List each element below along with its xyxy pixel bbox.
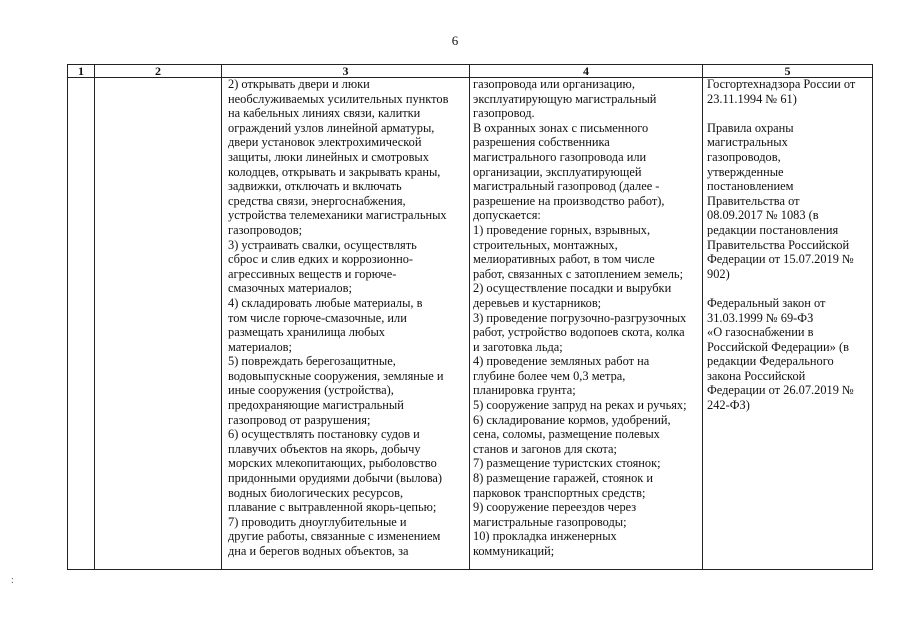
cell-col1	[68, 78, 95, 570]
page-number: 6	[451, 33, 459, 48]
text-line: Правила охраны	[707, 120, 794, 135]
text-line: плавучих объектов на якорь, добычу	[228, 441, 421, 456]
cell-legal-basis	[703, 78, 873, 570]
text-line: 1) проведение горных, взрывных,	[473, 222, 651, 237]
cell-col2	[95, 78, 222, 570]
prohibitions-text	[222, 77, 469, 559]
text-line: 6) складирование кормов, удобрений,	[473, 412, 671, 427]
text-line: 7) размещение туристских стоянок;	[473, 456, 661, 471]
text-line: организации, эксплуатирующей	[473, 164, 642, 179]
text-line: Федеральный закон от	[707, 295, 826, 310]
text-line: разрешение на производство работ),	[473, 193, 665, 208]
text-line: придонными орудиями добычи (вылова)	[228, 471, 443, 486]
text-line: агрессивных веществ и горюче-	[228, 266, 397, 281]
column-header-5: 5	[703, 65, 873, 78]
text-line: утвержденные	[707, 164, 784, 179]
text-line: эксплуатирующую магистральный	[473, 91, 657, 106]
text-line: работ, связанных с затоплением земель;	[473, 266, 684, 281]
text-line: иные сооружения (устройства),	[228, 383, 394, 398]
text-line: редакции постановления	[707, 222, 839, 237]
text-line: планировка грунта;	[473, 383, 576, 398]
text-line: 10) прокладка инженерных	[473, 529, 617, 544]
text-line: магистрального газопровода или	[473, 149, 647, 164]
text-line: магистральный газопровод (далее -	[473, 179, 660, 194]
column-header-1: 1	[68, 65, 95, 78]
text-line: необслуживаемых усилительных пунктов	[228, 91, 449, 106]
text-line	[707, 106, 869, 121]
cell-prohibitions	[222, 78, 470, 570]
header-row	[68, 65, 873, 78]
text-line: плавание с вытравленной якорь-цепью;	[228, 500, 437, 515]
document-table	[67, 64, 873, 570]
text-line: 5) повреждать берегозащитные,	[228, 354, 396, 369]
text-line: Российской Федерации» (в	[707, 339, 849, 354]
text-line: станов и загонов для скота;	[473, 441, 617, 456]
text-line: глубине более чем 0,3 метра,	[473, 368, 626, 383]
text-line: двери установок электрохимической	[228, 135, 422, 150]
text-line: другие работы, связанные с изменением	[228, 529, 441, 544]
cell-permitted-works	[470, 78, 703, 570]
text-line: 3) устраивать свалки, осуществлять	[228, 237, 417, 252]
text-line: сена, соломы, размещение полевых	[473, 427, 660, 442]
text-line: газопроводов;	[228, 222, 303, 237]
text-line: водовыпускные сооружения, земляные и	[228, 368, 444, 383]
column-header-4: 4	[470, 65, 703, 78]
text-line: 3) проведение погрузочно-разгрузочных	[473, 310, 687, 325]
column-header-3: 3	[222, 65, 470, 78]
text-line: газопровод от разрушения;	[228, 412, 371, 427]
text-line: защиты, люки линейных и смотровых	[228, 149, 429, 164]
text-line: смазочных материалов;	[228, 281, 352, 296]
text-line: Правительства Российской	[707, 237, 850, 252]
text-line: Госгортехнадзора России от	[707, 77, 856, 91]
text-line	[707, 281, 869, 296]
text-line: 6) осуществлять постановку судов и	[228, 427, 420, 442]
text-line: коммуникаций;	[473, 544, 555, 558]
text-line: задвижки, отключать и включать	[228, 179, 402, 194]
permitted-works-text	[470, 77, 702, 559]
text-line: 5) сооружение запруд на реках и ручьях;	[473, 398, 687, 413]
column-header-2: 2	[95, 65, 222, 78]
text-line: газопроводов,	[707, 149, 781, 164]
text-line: Правительства от	[707, 193, 800, 208]
text-line: 902)	[707, 266, 730, 281]
text-line: 31.03.1999 № 69-ФЗ	[707, 310, 814, 325]
text-line: на кабельных линиях связи, калитки	[228, 106, 421, 121]
table-row	[68, 78, 873, 570]
text-line: «О газоснабжении в	[707, 325, 814, 340]
text-line: закона Российской	[707, 368, 806, 383]
text-line: допускается:	[473, 208, 541, 223]
text-line: работ, устройство водопоев скота, колка	[473, 325, 685, 340]
text-line: 7) проводить дноуглубительные и	[228, 514, 407, 529]
text-line: 4) проведение земляных работ на	[473, 354, 650, 369]
text-line: Федерации от 26.07.2019 №	[707, 383, 854, 398]
text-line: 08.09.2017 № 1083 (в	[707, 208, 819, 223]
text-line: газопровода или организацию,	[473, 77, 635, 91]
text-line: парковок транспортных средств;	[473, 485, 646, 500]
text-line: разрешения собственника	[473, 135, 610, 150]
text-line: 8) размещение гаражей, стоянок и	[473, 471, 654, 486]
text-line: материалов;	[228, 339, 292, 354]
text-line: 4) складировать любые материалы, в	[228, 295, 423, 310]
text-line: колодцев, открывать и закрывать краны,	[228, 164, 441, 179]
text-line: сброс и слив едких и коррозионно-	[228, 252, 414, 267]
text-line: Федерации от 15.07.2019 №	[707, 252, 854, 267]
margin-mark: :	[11, 575, 14, 586]
text-line: газопровод.	[473, 106, 535, 121]
text-line: 2) открывать двери и люки	[228, 77, 370, 91]
text-line: том числе горюче-смазочные, или	[228, 310, 407, 325]
text-line: средства связи, энергоснабжения,	[228, 193, 406, 208]
text-line: магистральных	[707, 135, 788, 150]
text-line: мелиоративных работ, в том числе	[473, 252, 655, 267]
text-line: и заготовка льда;	[473, 339, 563, 354]
text-line: постановлением	[707, 179, 794, 194]
text-line: предохраняющие магистральный	[228, 398, 404, 413]
legal-basis-text	[703, 77, 872, 413]
text-line: 23.11.1994 № 61)	[707, 91, 797, 106]
text-line: магистральные газопроводы;	[473, 514, 627, 529]
text-line: деревьев и кустарников;	[473, 295, 602, 310]
text-line: ограждений узлов линейной арматуры,	[228, 120, 435, 135]
text-line: 2) осуществление посадки и вырубки	[473, 281, 672, 296]
text-line: редакции Федерального	[707, 354, 834, 369]
text-line: строительных, монтажных,	[473, 237, 618, 252]
text-line: водных биологических ресурсов,	[228, 485, 404, 500]
text-line: 242-ФЗ)	[707, 398, 750, 413]
text-line: устройства телемеханики магистральных	[228, 208, 447, 223]
text-line: 9) сооружение переездов через	[473, 500, 637, 515]
text-line: размещать хранилища любых	[228, 325, 386, 340]
text-line: В охранных зонах с письменного	[473, 120, 649, 135]
text-line: морских млекопитающих, рыболовство	[228, 456, 437, 471]
text-line: дна и берегов водных объектов, за	[228, 544, 409, 558]
